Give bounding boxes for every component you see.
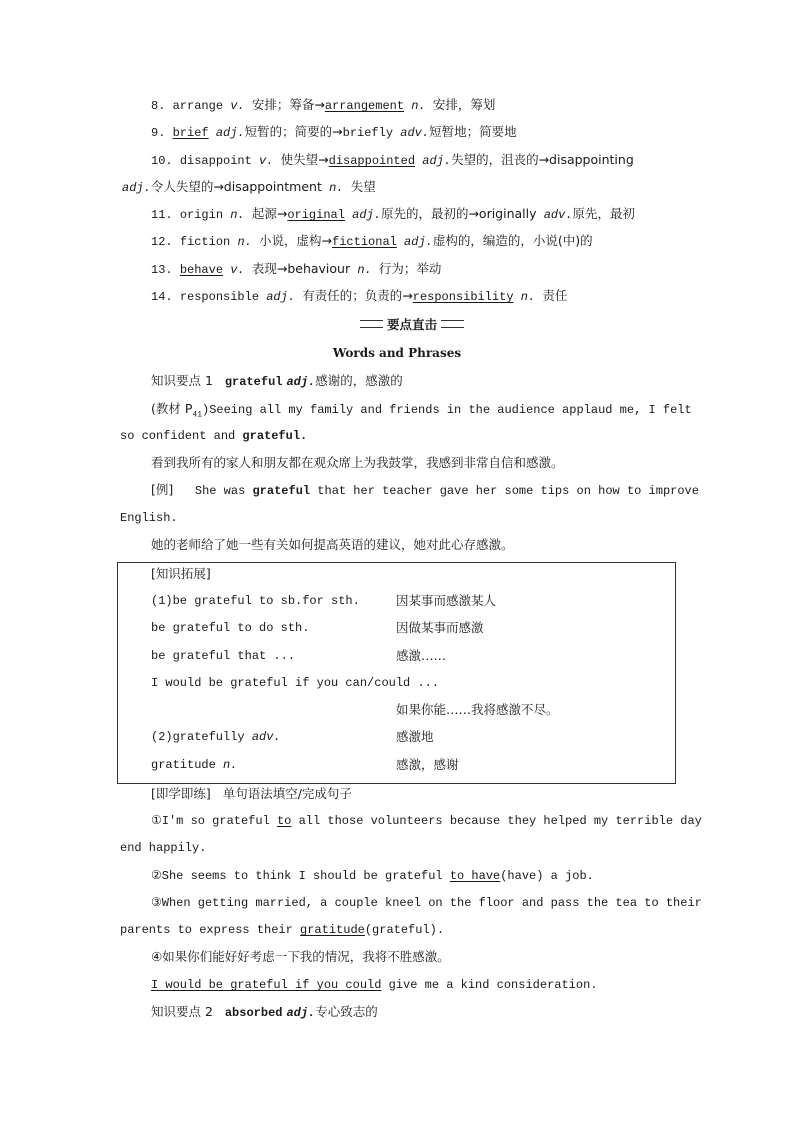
vocab-derivative: arrangement <box>324 99 405 113</box>
vocab-derivative-meaning: 虚构的，编造的，小说(中)的 <box>432 233 593 248</box>
vocab-number: 9. <box>151 126 166 140</box>
question-text: parents to express their <box>120 923 301 937</box>
example-label: [例] <box>151 482 174 497</box>
answer-blank: to have <box>449 869 501 883</box>
vocab-derivative: responsibility <box>412 290 514 304</box>
vocab-meaning: 短暂的；简要的→ <box>244 124 343 139</box>
vocab-derivative-pos: adv. <box>400 126 430 140</box>
expansion-row <box>151 619 309 637</box>
example-line-1 <box>151 481 699 500</box>
vocab-derivative-meaning: 原先的，最初的→originally <box>380 206 537 221</box>
vocab-meaning: 表现→behaviour <box>251 261 351 276</box>
vocab-word: arrange <box>172 99 224 113</box>
knowledge-point-2-title <box>151 1003 378 1022</box>
answer-blank: I would be grateful if you could <box>151 978 382 992</box>
expansion-meaning: 感激地 <box>396 729 434 744</box>
vocab-word: brief <box>172 126 209 140</box>
practice-label: [即学即练] <box>151 786 211 801</box>
practice-q1-line-2: end happily. <box>120 841 207 855</box>
vocab-word: responsible <box>179 290 260 304</box>
source-text: )Seeing all my family and friends in the audience applaud me, I felt <box>202 403 692 417</box>
vocab-pos: adj. <box>215 126 245 140</box>
expansion-meaning: 因做某事而感激 <box>396 620 484 635</box>
example-translation: 她的老师给了她一些有关如何提高英语的建议，她对此心存感激。 <box>151 537 514 552</box>
source-page: 41 <box>192 410 202 420</box>
vocab-derivative-pos: n. <box>411 99 426 113</box>
point-meaning: 专心致志的 <box>315 1004 378 1019</box>
point-label: 知识要点 1 <box>151 373 213 388</box>
point-word: absorbed <box>224 1006 283 1020</box>
expansion-phrase: I would be grateful if you can/could ... <box>151 676 440 690</box>
vocab-derivative-meaning: 原先，最初 <box>572 206 636 221</box>
textbook-source-line-1 <box>151 400 692 424</box>
expansion-row <box>151 728 281 746</box>
vocab-meaning: 失望 <box>350 179 376 194</box>
source-prefix: (教材 P <box>151 401 193 416</box>
source-text: so confident and <box>120 429 243 443</box>
vocab-item-10-continued <box>122 178 376 197</box>
vocab-meaning: 起源→ <box>251 206 288 221</box>
question-text: (have) a job. <box>500 869 594 883</box>
point-word: grateful <box>224 375 283 389</box>
expansion-pos: adv. <box>251 730 281 744</box>
textbook-source-line-2 <box>120 427 307 445</box>
point-pos: adj. <box>286 375 316 389</box>
vocab-derivative-pos: n. <box>520 290 536 304</box>
vocab-item-14 <box>151 287 567 306</box>
expansion-phrase: be grateful to do sth. <box>151 621 310 635</box>
practice-q4-answer <box>151 976 597 994</box>
point-pos: adj. <box>286 1006 316 1020</box>
vocab-derivative-meaning: 短暂地；简要地 <box>429 124 517 139</box>
vocab-number: 11. <box>151 208 173 222</box>
question-text: ①I'm so grateful <box>151 814 277 828</box>
vocab-pos: adj. <box>266 290 296 304</box>
vocab-word: behave <box>179 263 224 277</box>
question-text: (grateful). <box>364 923 445 937</box>
vocab-derivative-pos: adj. <box>422 154 452 168</box>
practice-q1-line-1 <box>151 812 702 830</box>
banner-title: 要点直击 <box>387 317 438 332</box>
vocab-derivative-meaning: 行为；举动 <box>378 261 442 276</box>
vocab-pos: n. <box>237 235 252 249</box>
example-keyword: grateful <box>252 484 311 498</box>
expansion-meaning: 感激…… <box>396 648 447 663</box>
vocab-meaning: 令人失望的→disappointment <box>150 179 322 194</box>
vocab-item-12 <box>151 232 593 251</box>
vocab-number: 10. <box>151 154 173 168</box>
section-heading: Words and Phrases <box>332 346 462 360</box>
vocab-derivative-pos: adj. <box>352 208 381 222</box>
expansion-pos: n. <box>223 758 238 772</box>
vocab-derivative: original <box>287 208 345 222</box>
vocab-pos: adj. <box>122 181 151 195</box>
vocab-meaning: 安排；筹备→ <box>251 97 325 112</box>
vocab-derivative-meaning: 安排，筹划 <box>432 97 496 112</box>
vocab-pos: v. <box>230 263 245 277</box>
vocab-meaning: 使失望→ <box>280 152 329 167</box>
vocab-derivative: fictional <box>332 235 397 249</box>
vocab-number: 12. <box>151 235 173 249</box>
question-text: all those volunteers because they helped my terrible day <box>291 814 702 828</box>
expansion-phrase: gratitude <box>151 758 224 772</box>
vocab-derivative-meaning: 责任 <box>542 288 568 303</box>
answer-blank: to <box>276 814 292 828</box>
practice-q3-line-2 <box>120 921 444 939</box>
point-meaning: 感谢的，感激的 <box>315 373 403 388</box>
vocab-derivative: disappointed <box>328 154 416 168</box>
vocab-pos: v. <box>259 154 274 168</box>
vocab-derivative: briefly <box>342 126 394 140</box>
practice-instruction: 单句语法填空/完成句子 <box>222 786 352 801</box>
source-translation: 看到我所有的家人和朋友都在观众席上为我鼓掌，我感到非常自信和感激。 <box>151 455 564 470</box>
expansion-row <box>151 647 295 665</box>
banner-rule-left <box>360 320 383 328</box>
vocab-word: disappoint <box>179 154 252 168</box>
question-text: ②She seems to think I should be grateful <box>151 869 450 883</box>
vocab-word: origin <box>179 208 224 222</box>
example-text: that her teacher gave her some tips on how to improve <box>310 484 699 498</box>
vocab-item-9 <box>151 123 517 142</box>
expansion-meaning: 因某事而感激某人 <box>396 593 497 608</box>
vocab-derivative-pos: n. <box>357 263 372 277</box>
practice-header <box>151 785 352 803</box>
banner-rule-right <box>441 320 464 328</box>
vocab-item-8 <box>151 96 495 115</box>
expansion-row <box>151 674 439 692</box>
source-keyword: grateful. <box>242 429 308 443</box>
example-text: She was <box>194 484 253 498</box>
vocab-meaning: 小说，虚构→ <box>259 233 333 248</box>
vocab-item-13 <box>151 260 441 279</box>
expansion-phrase: be grateful that ... <box>151 649 296 663</box>
question-text: give me a kind consideration. <box>381 978 598 992</box>
vocab-pos: n. <box>230 208 245 222</box>
example-line-2: English. <box>120 511 178 525</box>
section-banner <box>360 315 464 333</box>
vocab-item-10 <box>151 151 634 170</box>
vocab-derivative-pos: adj. <box>404 235 433 249</box>
expansion-row <box>151 592 360 610</box>
vocab-meaning: 有责任的；负责的→ <box>302 288 413 303</box>
knowledge-point-1-title <box>151 372 403 391</box>
vocab-word: fiction <box>179 235 231 249</box>
practice-q3-line-1: ③When getting married, a couple kneel on the floor and pass the tea to their <box>151 896 702 910</box>
vocab-pos: n. <box>329 181 344 195</box>
expansion-meaning: 感激，感谢 <box>396 757 459 772</box>
vocab-item-11 <box>151 205 635 224</box>
expansion-meaning: 如果你能……我将感激不尽。 <box>396 702 559 717</box>
expansion-row <box>151 756 237 774</box>
practice-q2 <box>151 867 594 885</box>
answer-blank: gratitude <box>300 923 365 937</box>
point-label: 知识要点 2 <box>151 1004 213 1019</box>
vocab-number: 14. <box>151 290 173 304</box>
practice-q4-prompt: ④如果你们能好好考虑一下我的情况，我将不胜感激。 <box>151 949 450 964</box>
expansion-phrase: (2)gratefully <box>151 730 252 744</box>
vocab-derivative-meaning: 失望的，沮丧的→disappointing <box>451 152 634 167</box>
vocab-number: 8. <box>151 99 166 113</box>
vocab-number: 13. <box>151 263 173 277</box>
vocab-derivative-pos: adv. <box>543 208 573 222</box>
expansion-title: [知识拓展] <box>151 566 211 581</box>
vocab-pos: v. <box>230 99 245 113</box>
expansion-phrase: (1)be grateful to sb.for sth. <box>151 594 360 608</box>
